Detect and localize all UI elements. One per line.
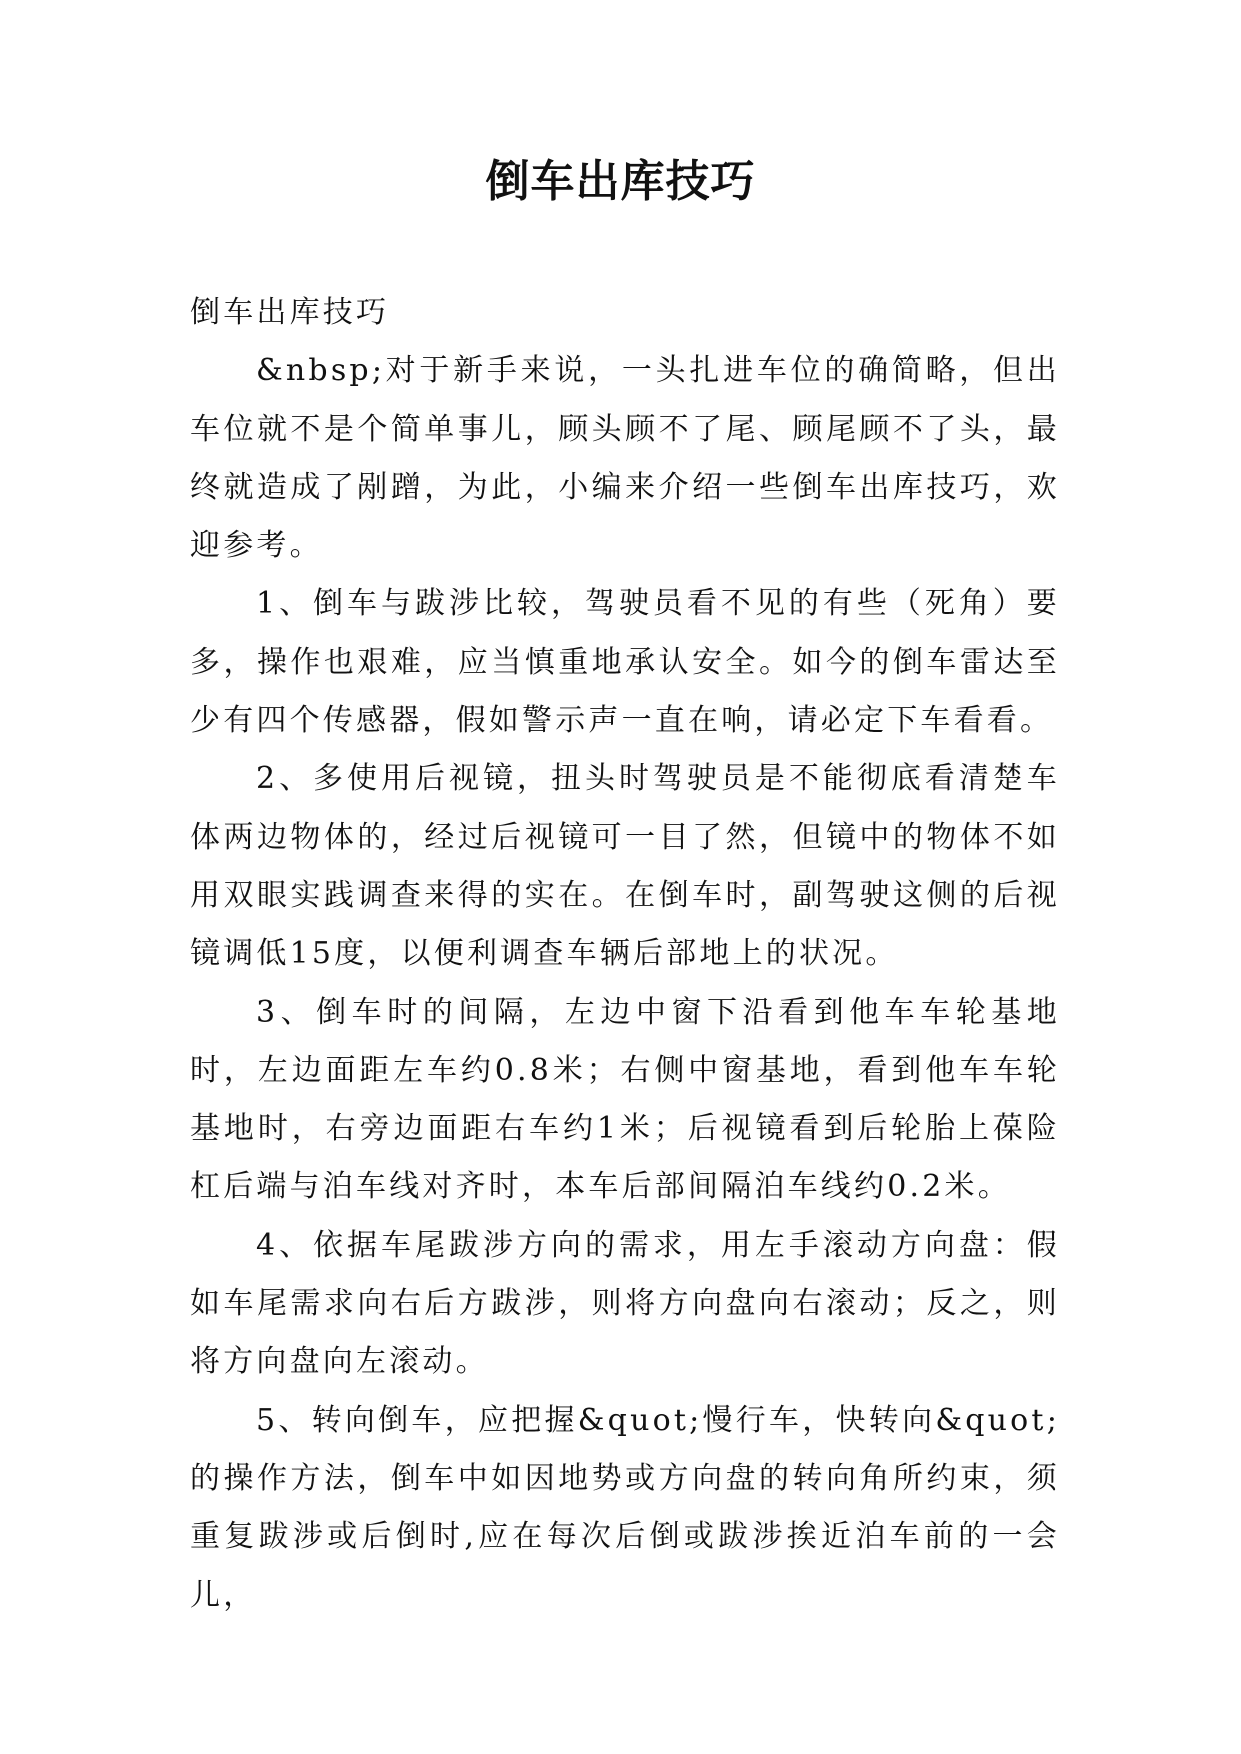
paragraph-tip-3: 3、倒车时的间隔，左边中窗下沿看到他车车轮基地时，左边面距左车约0.8米；右侧中窗基地，看到他车车轮基地时，右旁边面距右车约1米；后视镜看到后轮胎上葆险杠后端与泊车线对齐时，本车后部间隔泊车线约0.2米。 <box>190 994 1060 1205</box>
paragraph-intro: &nbsp;对于新手来说，一头扎进车位的确简略，但出车位就不是个简单事儿，顾头顾不了尾、顾尾顾不了头，最终就造成了剐蹭，为此，小编来介绍一些倒车出库技巧，欢迎参考。 <box>190 353 1060 564</box>
document-body <box>190 284 1060 1625</box>
paragraph-tip-5: 5、转向倒车，应把握&quot;慢行车，快转向&quot;的操作方法，倒车中如因地势或方向盘的转向角所约束，须重复跋涉或后倒时,应在每次后倒或跋涉挨近泊车前的一会儿， <box>190 1402 1060 1613</box>
document-title: 倒车出库技巧 <box>485 156 756 207</box>
paragraph-tip-1: 1、倒车与跋涉比较，驾驶员看不见的有些（死角）要多，操作也艰难，应当慎重地承认安全。如今的倒车雷达至少有四个传感器，假如警示声一直在响，请必定下车看看。 <box>190 586 1060 739</box>
paragraph-tip-4: 4、依据车尾跋涉方向的需求，用左手滚动方向盘：假如车尾需求向右后方跋涉，则将方向盘向右滚动；反之，则将方向盘向左滚动。 <box>190 1227 1060 1380</box>
document-subtitle: 倒车出库技巧 <box>190 295 390 330</box>
paragraph-tip-2: 2、多使用后视镜，扭头时驾驶员是不能彻底看清楚车体两边物体的，经过后视镜可一目了然，但镜中的物体不如用双眼实践调查来得的实在。在倒车时，副驾驶这侧的后视镜调低15度，以便利调查车辆后部地上的状况。 <box>190 761 1060 972</box>
